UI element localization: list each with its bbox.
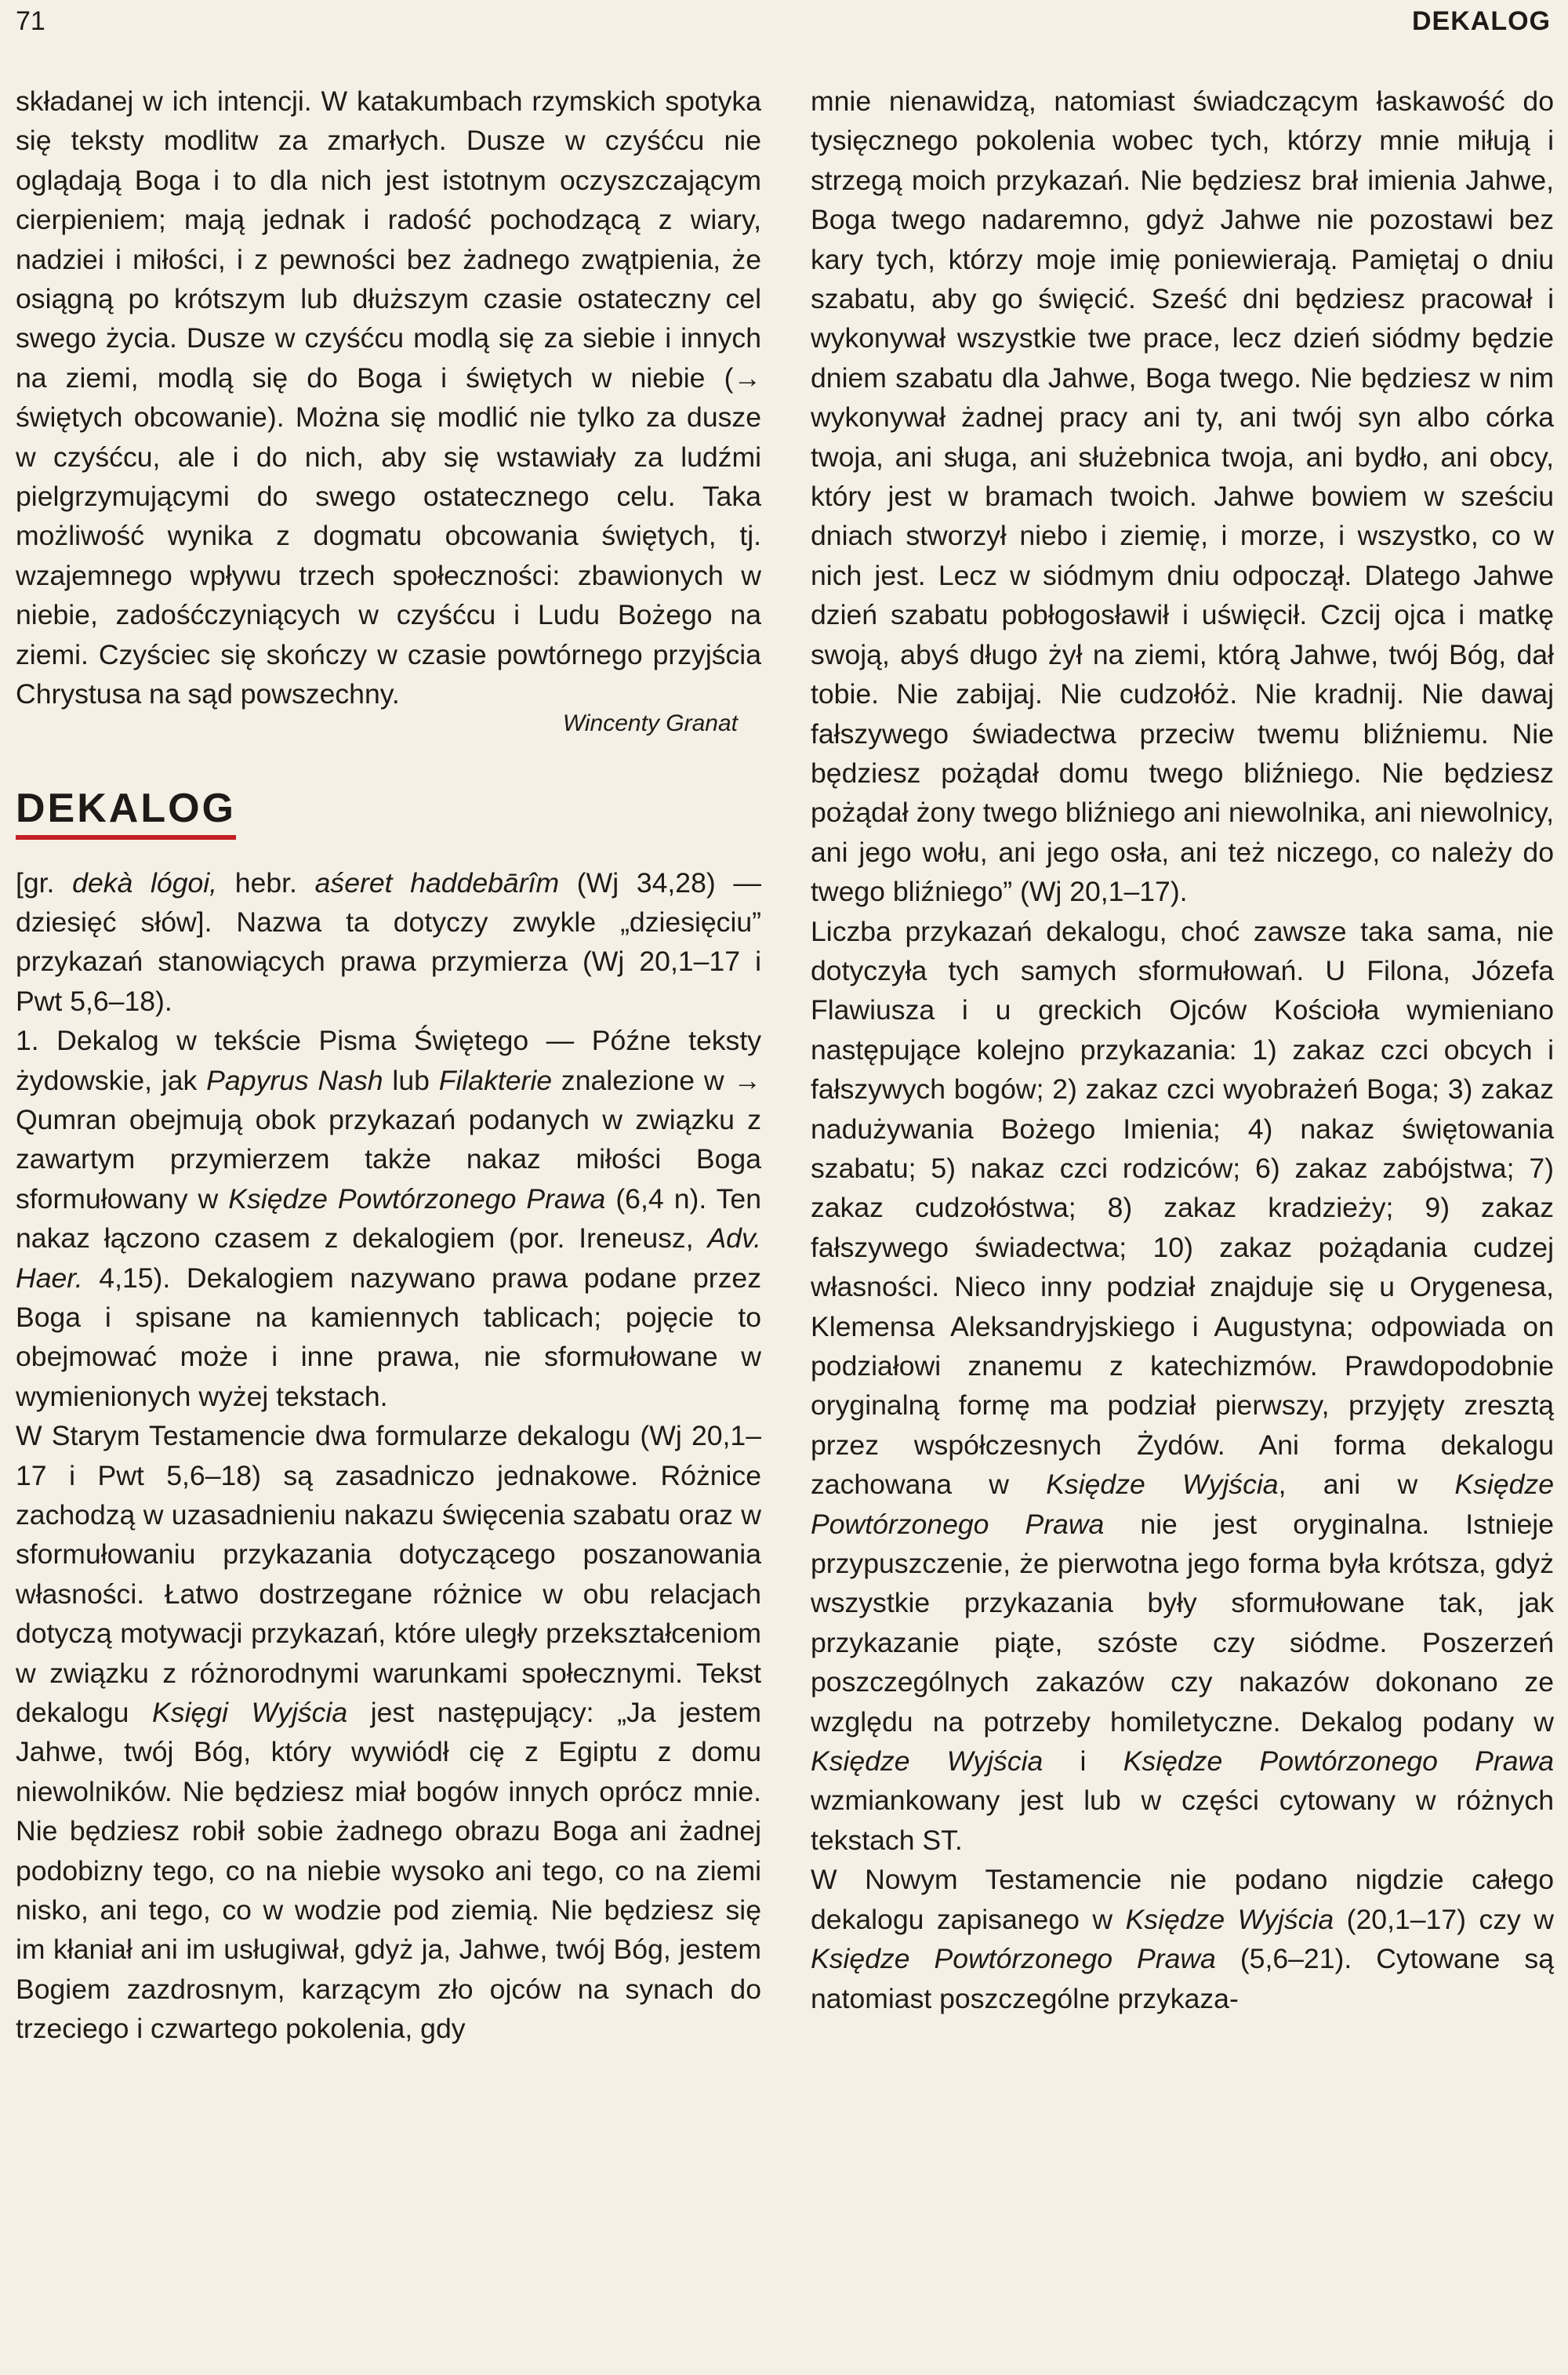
paragraph-czysciec-end: składanej w ich intencji. W katakumbach rzymskich spotyka się teksty modlitw za zmarłych. Dusze w czyśćcu nie oglądają Boga i to dla nich jest istotnym oczyszczającym cierpieniem; mają jednak i radość pochodzącą z wiary, nadziei i miłości, i z pewności bez żadnego zwątpienia, że osiągną po krótszym lub dłuższym czasie ostateczny cel swego życia. Dusze w czyśćcu modlą się za siebie i innych na ziemi, modlą się do Boga i świętych w niebie (→ świętych obcowanie). Można się modlić nie tylko za dusze w czyśćcu, ale i do nich, aby się wstawiały za ludźmi pielgrzymującymi do swego ostatecznego celu. Taka możliwość wynika z dogmatu obcowania świętych, tj. wzajemnego wpływu trzech społeczności: zbawionych w niebie, zadośćczyniących w czyśćcu i Ludu Bożego na ziemi. Czyściec się skończy w czasie powtórnego przyjścia Chrystusa na sąd powszechny.	[16, 85, 761, 710]
author-signature: Wincenty Granat	[562, 710, 738, 736]
entry-title: DEKALOG	[16, 785, 236, 840]
paragraph-scripture: 1. Dekalog w tekście Pisma Świętego — Późne teksty żydowskie, jak Papyrus Nash lub Filakterie znalezione w → Qumran obejmują obok przykazań podanych w związku z zawartym przymierzem także nakaz miłości Boga sformułowany w Księdze Powtórzonego Prawa (6,4 n). Ten nakaz łączono czasem z dekalogiem (por. Ireneusz, Adv. Haer. 4,15). Dekalogiem nazywano prawa podane przez Boga i spisane na kamiennych tablicach; pojęcie to obejmować może i inne prawa, nie sformułowane w wymienionych wyżej tekstach.	[16, 1025, 761, 1412]
running-head: DEKALOG	[1412, 6, 1551, 36]
left-column	[16, 82, 761, 2049]
paragraph-numbering: Liczba przykazań dekalogu, choć zawsze taka sama, nie dotyczyła tych samych sformułowań. U Filona, Józefa Flawiusza i u greckich Ojców Kościoła wymieniano następujące kolejno przykazania: 1) zakaz czci obcych i fałszywych bogów; 2) zakaz czci wyobrażeń Boga; 3) zakaz nadużywania Bożego Imienia; 4) nakaz świętowania szabatu; 5) nakaz czci rodziców; 6) zakaz zabójstwa; 7) zakaz cudzołóstwa; 8) zakaz kradzieży; 9) zakaz fałszywego świadectwa; 10) zakaz pożądania cudzej własności. Nieco inny podział znajduje się u Orygenesa, Klemensa Aleksandryjskiego i Augustyna; odpowiada on podziałowi znanemu z katechizmów. Prawdopodobnie oryginalną formę ma podział pierwszy, przyjęty zresztą przez współczesnych Żydów. Ani forma dekalogu zachowana w Księdze Wyjścia, ani w Księdze Powtórzonego Prawa nie jest oryginalna. Istnieje przypuszczenie, że pierwotna jego forma była krótsza, gdyż wszystkie przykazania były sformułowane tak, jak przykazanie piąte, szóste czy siódme. Poszerzeń poszczególnych zakazów czy nakazów dokonano ze względu na potrzeby homiletyczne. Dekalog podany w Księdze Wyjścia i Księdze Powtórzonego Prawa wzmiankowany jest lub w części cytowany w różnych tekstach ST.	[811, 915, 1554, 1856]
paragraph-old-testament: W Starym Testamencie dwa formularze dekalogu (Wj 20,1–17 i Pwt 5,6–18) są zasadniczo jednakowe. Różnice zachodzą w uzasadnieniu nakazu święcenia szabatu oraz w sformułowaniu przykazania dotyczącego poszanowania własności. Łatwo dostrzegane różnice w obu relacjach dotyczą motywacji przykazań, które uległy przekształceniom w związku z różnorodnymi warunkami społecznymi. Tekst dekalogu Księgi Wyjścia jest następujący: „Ja jestem Jahwe, twój Bóg, który wywiódł cię z Egiptu z domu niewolników. Nie będziesz miał bogów innych oprócz mnie. Nie będziesz robił sobie żadnego obrazu Boga ani żadnej podobizny tego, co na niebie wysoko ani tego, co na ziemi nisko, ani tego, co w wodzie pod ziemią. Nie będziesz się im kłaniał ani im usługiwał, gdyż ja, Jahwe, twój Bóg, jestem Bogiem zazdrosnym, karzącym zło ojców na synach do trzeciego i czwartego pokolenia, gdy	[16, 1420, 761, 2045]
page-number: 71	[16, 6, 45, 36]
paragraph-new-testament: W Nowym Testamencie nie podano nigdzie całego dekalogu zapisanego w Księdze Wyjścia (20,1–17) czy w Księdze Powtórzonego Prawa (5,6–21). Cytowane są natomiast poszczególne przykaza-	[811, 1864, 1554, 2014]
paragraph-decalogue-text: mnie nienawidzą, natomiast świadczącym łaskawość do tysięcznego pokolenia wobec tych, którzy mnie miłują i strzegą moich przykazań. Nie będziesz brał imienia Jahwe, Boga twego nadaremno, gdyż Jahwe nie pozostawi bez kary tych, którzy moje imię poniewierają. Pamiętaj o dniu szabatu, aby go święcić. Sześć dni będziesz pracował i wykonywał wszystkie twe prace, lecz dzień siódmy będzie dniem szabatu dla Jahwe, Boga twego. Nie będziesz w nim wykonywał żadnej pracy ani ty, ani twój syn albo córka twoja, ani sługa, ani służebnica twoja, ani bydło, ani obcy, który jest w bramach twoich. Jahwe bowiem w sześciu dniach stworzył niebo i ziemię, i morze, i wszystko, co w nich jest. Lecz w siódmym dniu odpoczął. Dlatego Jahwe dzień szabatu pobłogosławił i uświęcił. Czcij ojca i matkę swoją, abyś długo żył na ziemi, którą Jahwe, twój Bóg, dał tobie. Nie zabijaj. Nie cudzołóż. Nie kradnij. Nie dawaj fałszywego świadectwa przeciw twemu bliźniemu. Nie będziesz pożądał domu twego bliźniego. Nie będziesz pożądał żony twego bliźniego ani niewolnika, ani niewolnicy, ani jego wołu, ani jego osła, ani też niczego, co należy do twego bliźniego” (Wj 20,1–17).	[811, 85, 1554, 908]
paragraph-etymology: [gr. dekà lógoi, hebr. aśeret haddebārîm (Wj 34,28) — dziesięć słów]. Nazwa ta dotyczy zwykle „dziesięciu” przykazań stanowiących prawa przymierza (Wj 20,1–17 i Pwt 5,6–18).	[16, 866, 761, 1017]
page-header	[16, 6, 1551, 42]
right-column	[811, 82, 1554, 2018]
